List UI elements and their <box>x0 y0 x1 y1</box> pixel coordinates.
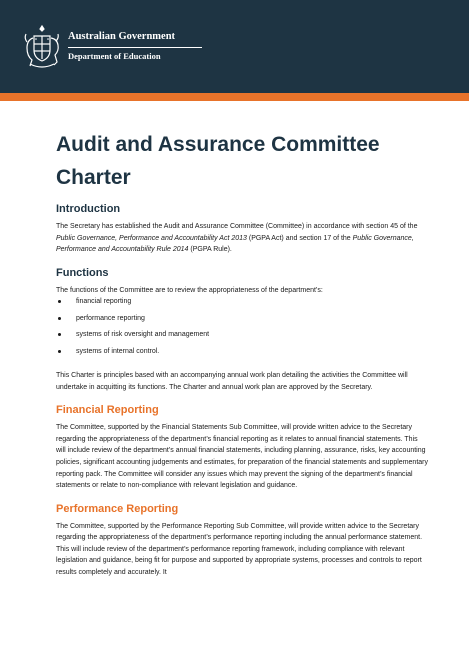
list-item: systems of risk oversight and management <box>56 329 428 341</box>
functions-intro: The functions of the Committee are to review the appropriateness of the department’s: <box>56 286 323 294</box>
functions-list <box>56 296 428 357</box>
list-item: performance reporting <box>56 313 428 325</box>
government-name: Australian Government <box>68 31 176 42</box>
section-heading-functions: Functions <box>56 266 109 279</box>
section-heading-performance-reporting: Performance Reporting <box>56 502 179 515</box>
coat-of-arms-icon <box>22 22 62 72</box>
header-banner <box>0 0 469 93</box>
accent-bar <box>0 93 469 101</box>
document-title: Audit and Assurance Committee Charter <box>56 133 380 189</box>
functions-closing-paragraph: This Charter is principles based with an accompanying annual work plan detailing the activities the Committee will undertake in acquitting its functions. The Charter and annual work plan are approved by the Secretary. <box>56 371 408 391</box>
list-item: financial reporting <box>56 296 428 308</box>
document-body <box>56 202 428 579</box>
section-heading-introduction: Introduction <box>56 203 121 215</box>
government-logo <box>22 22 222 74</box>
introduction-paragraph: The Secretary has established the Audit and Assurance Committee (Committee) in accordance with section 45 of the Public Governance, Performance and Accountability Act 2013 (PGPA Act) and section 17 of the Public Governance, Performance and Accountability Rule 2014 (PGPA Rule). <box>56 223 418 254</box>
department-name: Department of Education <box>68 51 161 61</box>
performance-reporting-paragraph: The Committee, supported by the Performance Reporting Sub Committee, will provide written advice to the Secretary regarding the appropriateness of the department’s performance reporting including the annual performance statement. This will include review of the department’s performance reporting framework, including compliance with relevant legislation and guidance, being fit for purpose and supported by appropriate systems, processes and controls to report results completely and accurately. It <box>56 522 423 577</box>
logo-divider <box>68 47 202 48</box>
financial-reporting-paragraph: The Committee, supported by the Financial Statements Sub Committee, will provide written advice to the Secretary regarding the appropriateness of the department’s financial reporting as it relates to annual financial statements. This will include review of the department’s annual financial statements, including planning, assurance, risks, key accounting policies, significant accounting judgements and estimates, for preparation of the financial statements and supplementary reporting pack. The Committee will consider any issues which may prevent the signing of the department’s financial statements or relate to non-compliance with relevant legislation and guidance. <box>56 424 428 490</box>
section-heading-financial-reporting: Financial Reporting <box>56 404 159 417</box>
list-item: systems of internal control. <box>56 346 428 358</box>
